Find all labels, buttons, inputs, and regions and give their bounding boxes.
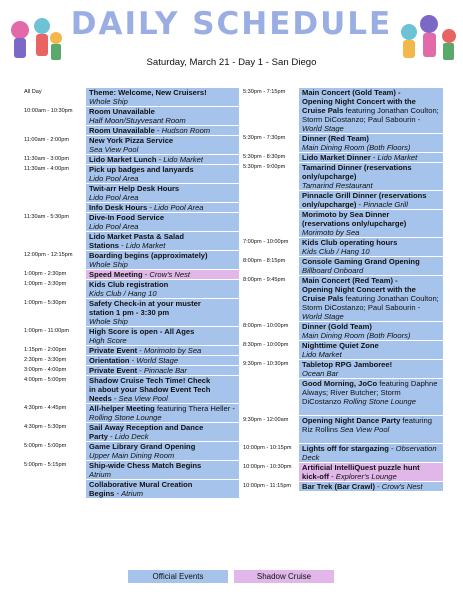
event-location: Billboard Onboard <box>302 266 364 275</box>
event-title: Kids Club operating hours <box>302 238 398 247</box>
event-title: in about your Shadow Event Tech <box>89 385 211 394</box>
event-title: Lido Market Lunch <box>89 155 157 164</box>
official-event <box>86 346 239 355</box>
event-detail: - <box>375 482 382 491</box>
official-event <box>299 238 443 256</box>
official-event <box>299 322 443 340</box>
event-location: World Stage <box>302 312 344 321</box>
schedule-row <box>24 126 239 135</box>
legend-official-events: Official Events <box>128 570 228 583</box>
event-title: Kids Club registration <box>89 280 169 289</box>
event-title: Pinnacle Grill Dinner (reservations <box>302 191 427 200</box>
schedule-row <box>24 404 239 422</box>
event-location: Tamarind Restaurant <box>302 181 373 190</box>
event-time: 11:30am - 3:00pm <box>24 156 69 162</box>
official-event <box>86 184 239 202</box>
official-event <box>86 280 239 298</box>
event-title: station 1 pm - 3:30 pm <box>89 308 170 317</box>
event-title: Opening Night Dance Party <box>302 416 401 425</box>
official-event <box>86 327 239 345</box>
event-location: High Score <box>89 336 127 345</box>
official-event <box>299 153 443 162</box>
event-title: Opening Night Concert with the <box>302 285 416 294</box>
event-detail: featuring Jonathan Coulton; Storm DiCostanzo; Paul Sabourin - <box>302 106 439 124</box>
event-title: Room Unavailable <box>89 107 155 116</box>
event-location: Whole Ship <box>89 260 128 269</box>
event-location: Whole Ship <box>89 317 128 326</box>
schedule-row <box>24 280 239 298</box>
schedule-row <box>24 232 239 250</box>
event-title: Boarding begins (approximately) <box>89 251 208 260</box>
official-event <box>299 163 443 190</box>
event-title: Orientation <box>89 356 130 365</box>
event-title: Bar Trek (Bar Crawl) <box>302 482 376 491</box>
official-event <box>86 251 239 269</box>
official-event <box>86 299 239 326</box>
event-location: Pinnacle Bar <box>143 366 187 375</box>
official-event <box>86 213 239 231</box>
event-location: Lido Market <box>377 153 418 162</box>
official-event <box>86 480 239 498</box>
schedule-row <box>243 276 443 321</box>
schedule-row <box>243 482 443 491</box>
shadow-event <box>299 463 443 481</box>
schedule-row <box>24 376 239 403</box>
event-location: Lido Pool Area <box>89 193 139 202</box>
event-title: New York Pizza Service <box>89 136 174 145</box>
event-title: Stations <box>89 241 119 250</box>
event-location: Sea View Pool <box>89 145 139 154</box>
event-time: 1:00pm - 11:00pm <box>24 328 69 334</box>
official-event <box>86 461 239 479</box>
event-time: 4:30pm - 4:45pm <box>24 405 67 411</box>
event-detail: - <box>142 270 150 279</box>
official-event <box>86 136 239 154</box>
schedule-row <box>24 366 239 375</box>
event-time: 8:00pm - 9:45pm <box>243 277 286 283</box>
schedule-row <box>243 191 443 209</box>
event-title: kick-off <box>302 472 330 481</box>
event-detail: - <box>147 203 154 212</box>
schedule-row <box>243 88 443 133</box>
event-title: Pick up badges and lanyards <box>89 165 194 174</box>
schedule-row <box>24 461 239 479</box>
event-title: Cruise Pals <box>302 106 344 115</box>
event-location: Atrium <box>121 489 144 498</box>
event-location: World Stage <box>302 124 344 133</box>
event-title: Needs <box>89 394 112 403</box>
official-event <box>299 191 443 209</box>
event-time: 9:30pm - 10:30pm <box>243 361 289 367</box>
header <box>0 0 463 80</box>
event-detail: - <box>108 432 115 441</box>
schedule-row <box>243 134 443 152</box>
event-title: Main Concert (Red Team) - <box>302 276 398 285</box>
event-title: Lights off for stargazing <box>302 444 389 453</box>
event-location: Half Moon/Stuyvesant Room <box>89 116 186 125</box>
event-location: Rolling Stone Lounge <box>343 397 416 406</box>
schedule-row <box>24 165 239 183</box>
schedule-column-left <box>24 88 239 499</box>
event-location: Sea View Pool <box>118 394 168 403</box>
schedule-row <box>24 346 239 355</box>
official-event <box>86 366 239 375</box>
event-detail: - <box>111 394 119 403</box>
event-location: Lido Pool Area <box>89 174 139 183</box>
event-title: Game Library Grand Opening <box>89 442 196 451</box>
event-time: 10:00pm - 10:30pm <box>243 464 292 470</box>
schedule-row <box>24 88 239 106</box>
event-location: Lido Market <box>125 241 166 250</box>
event-location: Upper Main Dining Room <box>89 451 175 460</box>
event-time: 11:30am - 4:00pm <box>24 166 69 172</box>
schedule-row <box>243 416 443 443</box>
schedule-row <box>24 184 239 202</box>
event-title: Private Event <box>89 346 138 355</box>
official-event <box>86 232 239 250</box>
official-event <box>299 416 443 443</box>
event-title: Main Concert (Gold Team) - <box>302 88 401 97</box>
official-event <box>86 88 239 106</box>
schedule-row <box>243 322 443 340</box>
event-location: Hudson Room <box>161 126 211 135</box>
event-title: Speed Meeting <box>89 270 143 279</box>
event-title: only/upcharge) <box>302 172 357 181</box>
event-title: Console Gaming Grand Opening <box>302 257 420 266</box>
event-location: Main Dining Room (Both Floors) <box>302 331 411 340</box>
schedule-row <box>24 327 239 345</box>
event-detail: - <box>370 153 378 162</box>
event-location: Morimoto by Sea <box>143 346 202 355</box>
event-time: 4:00pm - 5:00pm <box>24 377 67 383</box>
event-title: Begins <box>89 489 115 498</box>
schedule-row <box>24 136 239 154</box>
event-title: (reservations only/upcharge) <box>302 219 407 228</box>
schedule-row <box>24 356 239 365</box>
schedule-row <box>243 341 443 359</box>
event-detail: - <box>137 346 144 355</box>
event-title: Room Unavailable <box>89 126 155 135</box>
event-title: All-helper Meeting <box>89 404 155 413</box>
event-location: Observation Deck <box>302 444 437 462</box>
schedule-row <box>24 480 239 498</box>
official-event <box>86 423 239 441</box>
event-location: Lido Market <box>302 350 342 359</box>
schedule-row <box>243 360 443 378</box>
event-title: Dive-In Food Service <box>89 213 165 222</box>
event-title: Theme: Welcome, New Cruisers! <box>89 88 207 97</box>
event-title: Morimoto by Sea Dinner <box>302 210 390 219</box>
event-title: Twit-arr Help Desk Hours <box>89 184 180 193</box>
schedule-row <box>243 379 443 415</box>
event-title: Tabletop RPG Jamboree! <box>302 360 393 369</box>
event-time: 11:30am - 5:30pm <box>24 214 69 220</box>
event-title: Opening Night Concert with the <box>302 97 416 106</box>
event-detail: featuring Daphne Always; River Butcher; Storm DiCostanzo <box>302 379 438 406</box>
schedule-row <box>243 463 443 481</box>
event-detail: - <box>329 472 336 481</box>
event-title: Good Morning, JoCo <box>302 379 378 388</box>
official-event <box>299 134 443 152</box>
event-location: Pinnacle Grill <box>363 200 408 209</box>
official-event <box>86 203 239 212</box>
event-time: 1:15pm - 2:00pm <box>24 347 67 353</box>
event-time: 1:00pm - 3:30pm <box>24 281 67 287</box>
event-location: Explorer's Lounge <box>335 472 397 481</box>
official-event <box>299 88 443 133</box>
event-location: Atrium <box>89 470 111 479</box>
event-time: All Day <box>24 89 42 95</box>
shadow-event <box>86 270 239 279</box>
official-event <box>299 379 443 415</box>
event-time: 7:00pm - 10:00pm <box>243 239 289 245</box>
official-event <box>299 482 443 491</box>
event-title: Sail Away Reception and Dance <box>89 423 204 432</box>
official-event <box>299 444 443 462</box>
event-location: Kids Club / Hang 10 <box>89 289 157 298</box>
schedule-row <box>24 213 239 231</box>
event-time: 2:30pm - 3:30pm <box>24 357 67 363</box>
event-detail: featuring Riz Rollins <box>302 416 432 434</box>
event-time: 5:00pm - 5:00pm <box>24 443 67 449</box>
event-time: 5:00pm - 5:15pm <box>24 462 67 468</box>
official-event <box>299 257 443 275</box>
schedule-row <box>243 210 443 237</box>
event-time: 9:30pm - 12:00am <box>243 417 289 423</box>
event-detail: - <box>156 155 164 164</box>
event-time: 12:00pm - 12:15pm <box>24 252 73 258</box>
schedule-row <box>243 444 443 462</box>
event-location: Rolling Stone Lounge <box>89 413 162 422</box>
schedule-row <box>24 423 239 441</box>
event-location: Sea View Pool <box>339 425 390 434</box>
event-location: Lido Pool Area <box>89 222 139 231</box>
event-time: 10:00pm - 11:15pm <box>243 483 292 489</box>
event-time: 10:00am - 10:30pm <box>24 108 73 114</box>
event-title: Party <box>89 432 108 441</box>
event-title: Lido Market Pasta & Salad <box>89 232 184 241</box>
event-location: Main Dining Room (Both Floors) <box>302 143 411 152</box>
event-time: 8:30pm - 10:00pm <box>243 342 289 348</box>
schedule-row <box>243 153 443 162</box>
event-location: Lido Deck <box>114 432 149 441</box>
event-detail: featuring Jonathan Coulton; Storm DiCostanzo; Paul Sabourin - <box>302 294 439 312</box>
event-detail: - <box>129 356 137 365</box>
schedule-row <box>243 257 443 275</box>
event-title: Nighttime Quiet Zone <box>302 341 379 350</box>
schedule-row <box>24 299 239 326</box>
schedule-row <box>24 203 239 212</box>
event-title: Lido Market Dinner <box>302 153 371 162</box>
event-time: 5:30pm - 7:15pm <box>243 89 286 95</box>
event-title: High Score is open - All Ages <box>89 327 195 336</box>
event-title: Private Event <box>89 366 138 375</box>
event-location: Lido Pool Area <box>153 203 204 212</box>
event-title: Shadow Cruise Tech Time! Check <box>89 376 211 385</box>
schedule-row <box>24 442 239 460</box>
schedule-row <box>243 238 443 256</box>
event-detail: - <box>388 444 396 453</box>
event-time: 8:00pm - 10:00pm <box>243 323 289 329</box>
event-time: 11:00am - 2:00pm <box>24 137 69 143</box>
official-event <box>86 155 239 164</box>
event-title: Dinner (Gold Team) <box>302 322 372 331</box>
event-location: World Stage <box>136 356 179 365</box>
event-location: Lido Market <box>163 155 203 164</box>
event-time: 5:30pm - 7:30pm <box>243 135 286 141</box>
event-time: 1:00pm - 2:30pm <box>24 271 67 277</box>
event-time: 3:00pm - 4:00pm <box>24 367 67 373</box>
schedule-row <box>24 251 239 269</box>
page-subtitle: Saturday, March 21 - Day 1 - San Diego <box>146 57 317 68</box>
event-location: Kids Club / Hang 10 <box>302 247 370 256</box>
event-title: Info Desk Hours <box>89 203 148 212</box>
event-title: Collaborative Mural Creation <box>89 480 193 489</box>
event-time: 5:30pm - 8:30pm <box>243 154 286 160</box>
schedule-column-right <box>243 88 443 492</box>
event-title: Cruise Pals <box>302 294 344 303</box>
official-event <box>86 356 239 365</box>
event-title: Ship-wide Chess Match Begins <box>89 461 202 470</box>
schedule-row <box>243 163 443 190</box>
official-event <box>86 376 239 403</box>
event-location: Morimoto by Sea <box>302 228 360 237</box>
event-time: 4:30pm - 5:30pm <box>24 424 67 430</box>
event-title: Safety Check-in at your muster <box>89 299 201 308</box>
event-title: Tamarind Dinner (reservations <box>302 163 412 172</box>
official-event <box>86 126 239 135</box>
event-time: 5:30pm - 9:00pm <box>243 164 286 170</box>
event-detail: - <box>154 126 162 135</box>
schedule-row <box>24 107 239 125</box>
event-time: 8:00pm - 8:15pm <box>243 258 286 264</box>
schedule-row <box>24 155 239 164</box>
official-event <box>299 210 443 237</box>
event-title: Dinner (Red Team) <box>302 134 369 143</box>
event-location: Whole Ship <box>89 97 128 106</box>
official-event <box>299 341 443 359</box>
schedule-row <box>24 270 239 279</box>
event-detail: - <box>137 366 144 375</box>
page-title: DAILY SCHEDULE <box>70 6 393 42</box>
event-time: 1:00pm - 5:30pm <box>24 300 67 306</box>
official-event <box>299 276 443 321</box>
event-location: Ocean Bar <box>302 369 339 378</box>
event-location: Crow's Nest <box>381 482 423 491</box>
event-time: 10:00pm - 10:15pm <box>243 445 292 451</box>
event-detail: - <box>114 489 122 498</box>
official-event <box>86 165 239 183</box>
official-event <box>86 107 239 125</box>
event-detail: - <box>118 241 126 250</box>
event-detail: - <box>356 200 364 209</box>
event-title: Artificial IntelliQuest puzzle hunt <box>302 463 420 472</box>
event-detail: featuring Thera Heller - <box>154 404 235 413</box>
official-event <box>86 404 239 422</box>
legend-shadow-cruise: Shadow Cruise <box>234 570 334 583</box>
event-location: Crow's Nest <box>149 270 191 279</box>
event-title: only/upcharge) <box>302 200 357 209</box>
official-event <box>299 360 443 378</box>
official-event <box>86 442 239 460</box>
